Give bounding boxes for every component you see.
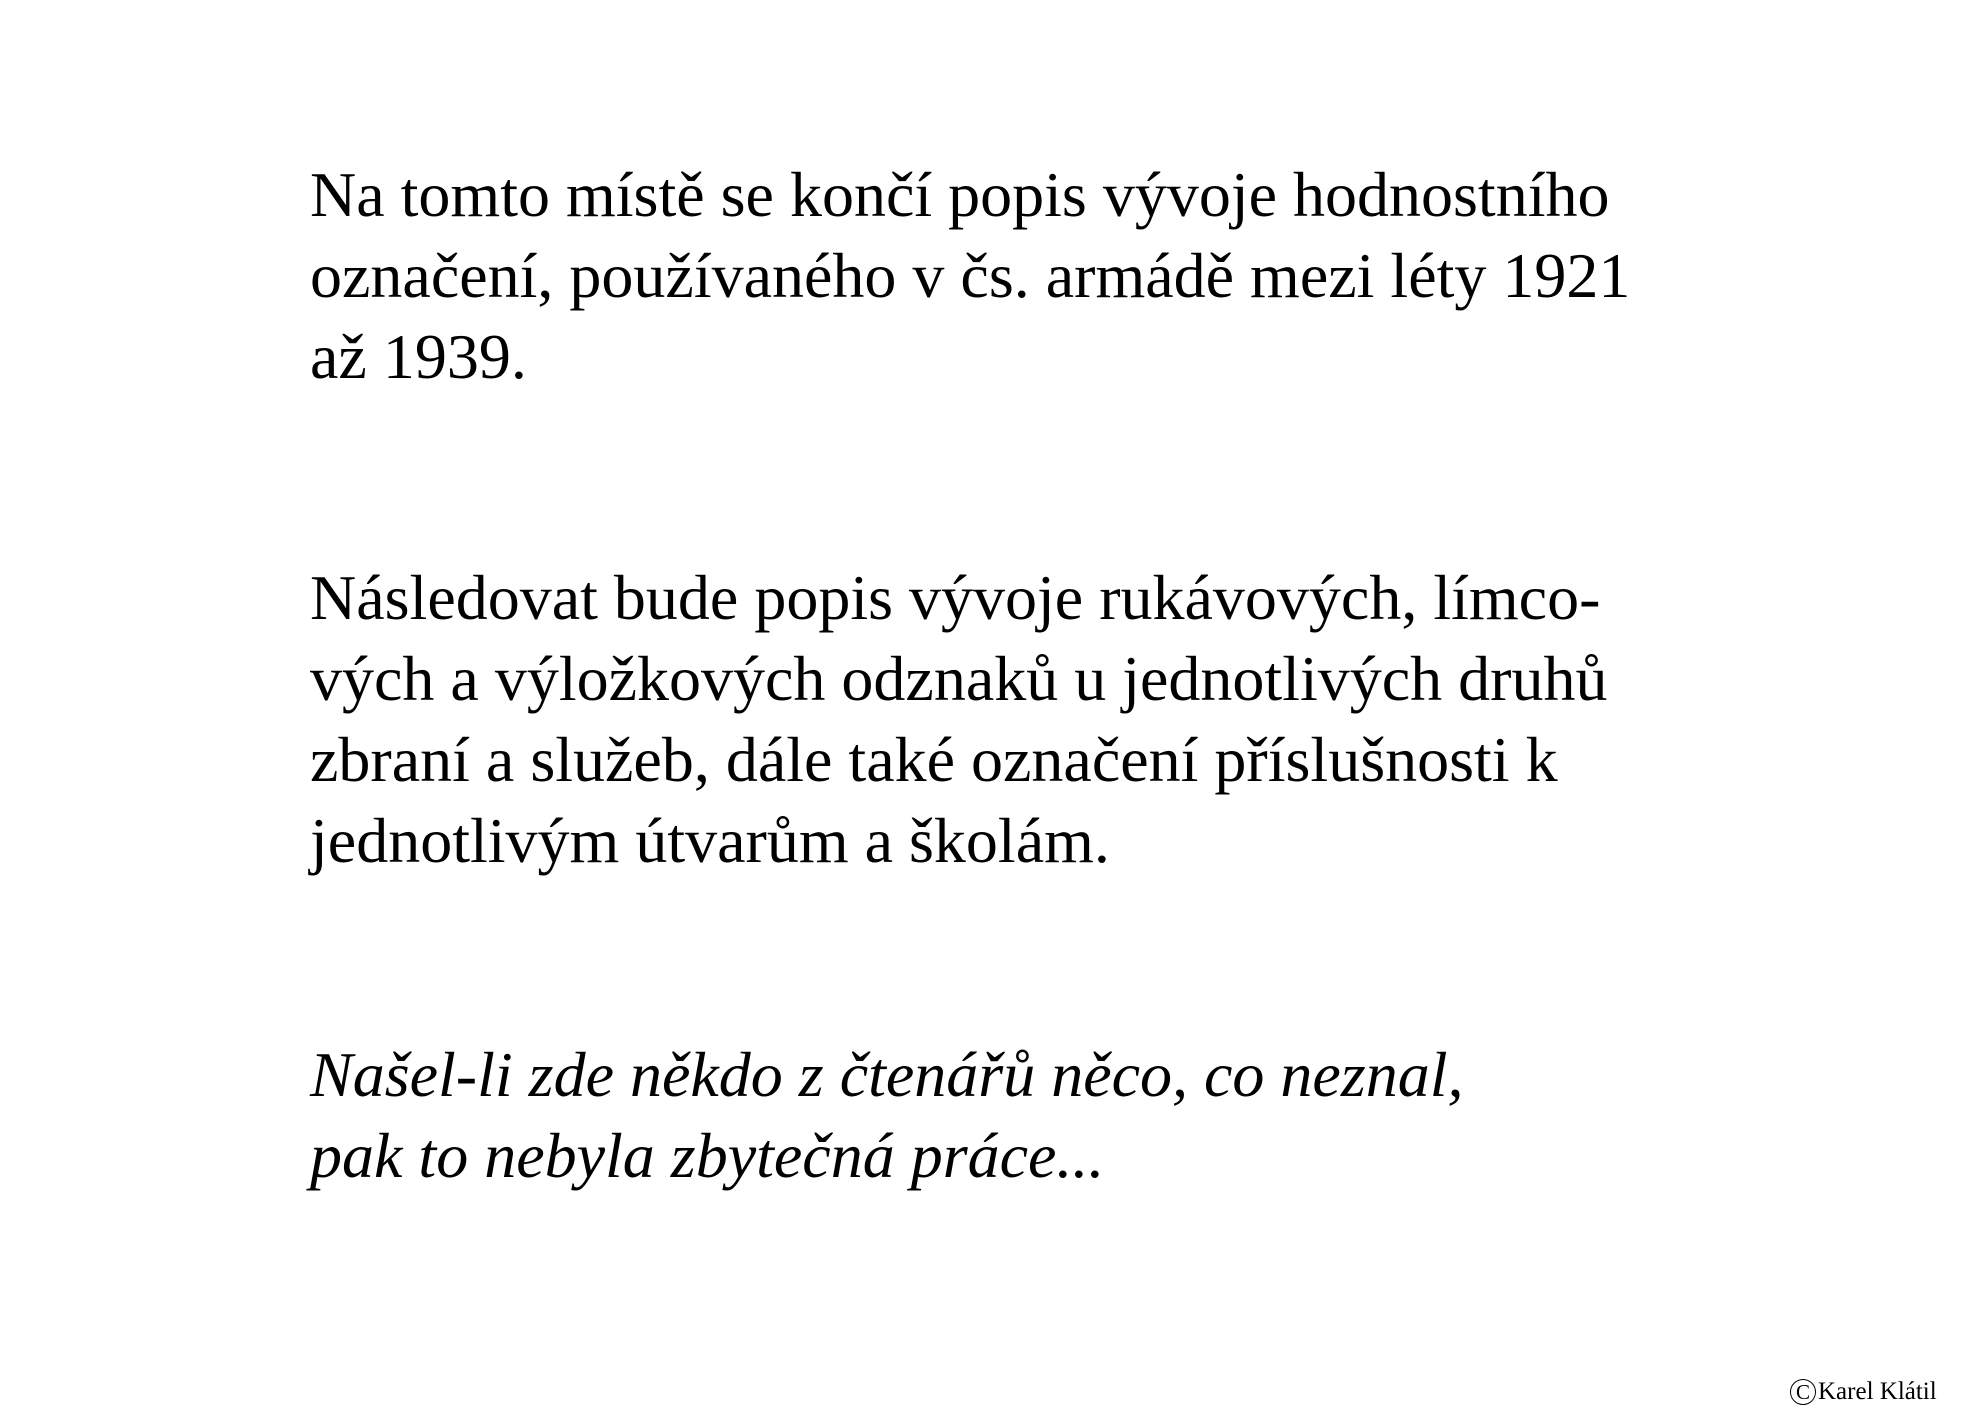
text-line: označení, používaného v čs. armádě mezi léty 1921 — [310, 240, 1631, 311]
copyright-icon: C — [1790, 1379, 1816, 1405]
text-line: vých a výložkových odznaků u jednotlivých druhů — [310, 643, 1608, 714]
copyright-author: Karel Klátil — [1818, 1378, 1937, 1405]
text-line: Na tomto místě se končí popis vývoje hodnostního — [310, 159, 1610, 230]
paragraph-closing-note — [310, 1034, 1730, 1196]
text-line: až 1939. — [310, 321, 527, 392]
text-line: jednotlivým útvarům a školám. — [310, 805, 1110, 876]
text-line: pak to nebyla zbytečná práce... — [310, 1120, 1105, 1191]
paragraph-conclusion — [310, 154, 1730, 397]
text-line: Následovat bude popis vývoje rukávových, límco- — [310, 562, 1601, 633]
text-line: Našel-li zde někdo z čtenářů něco, co neznal, — [310, 1039, 1464, 1110]
text-line: zbraní a služeb, dále také označení příslušnosti k — [310, 724, 1558, 795]
paragraph-next-topic — [310, 557, 1730, 881]
copyright-notice — [1790, 1377, 1937, 1407]
